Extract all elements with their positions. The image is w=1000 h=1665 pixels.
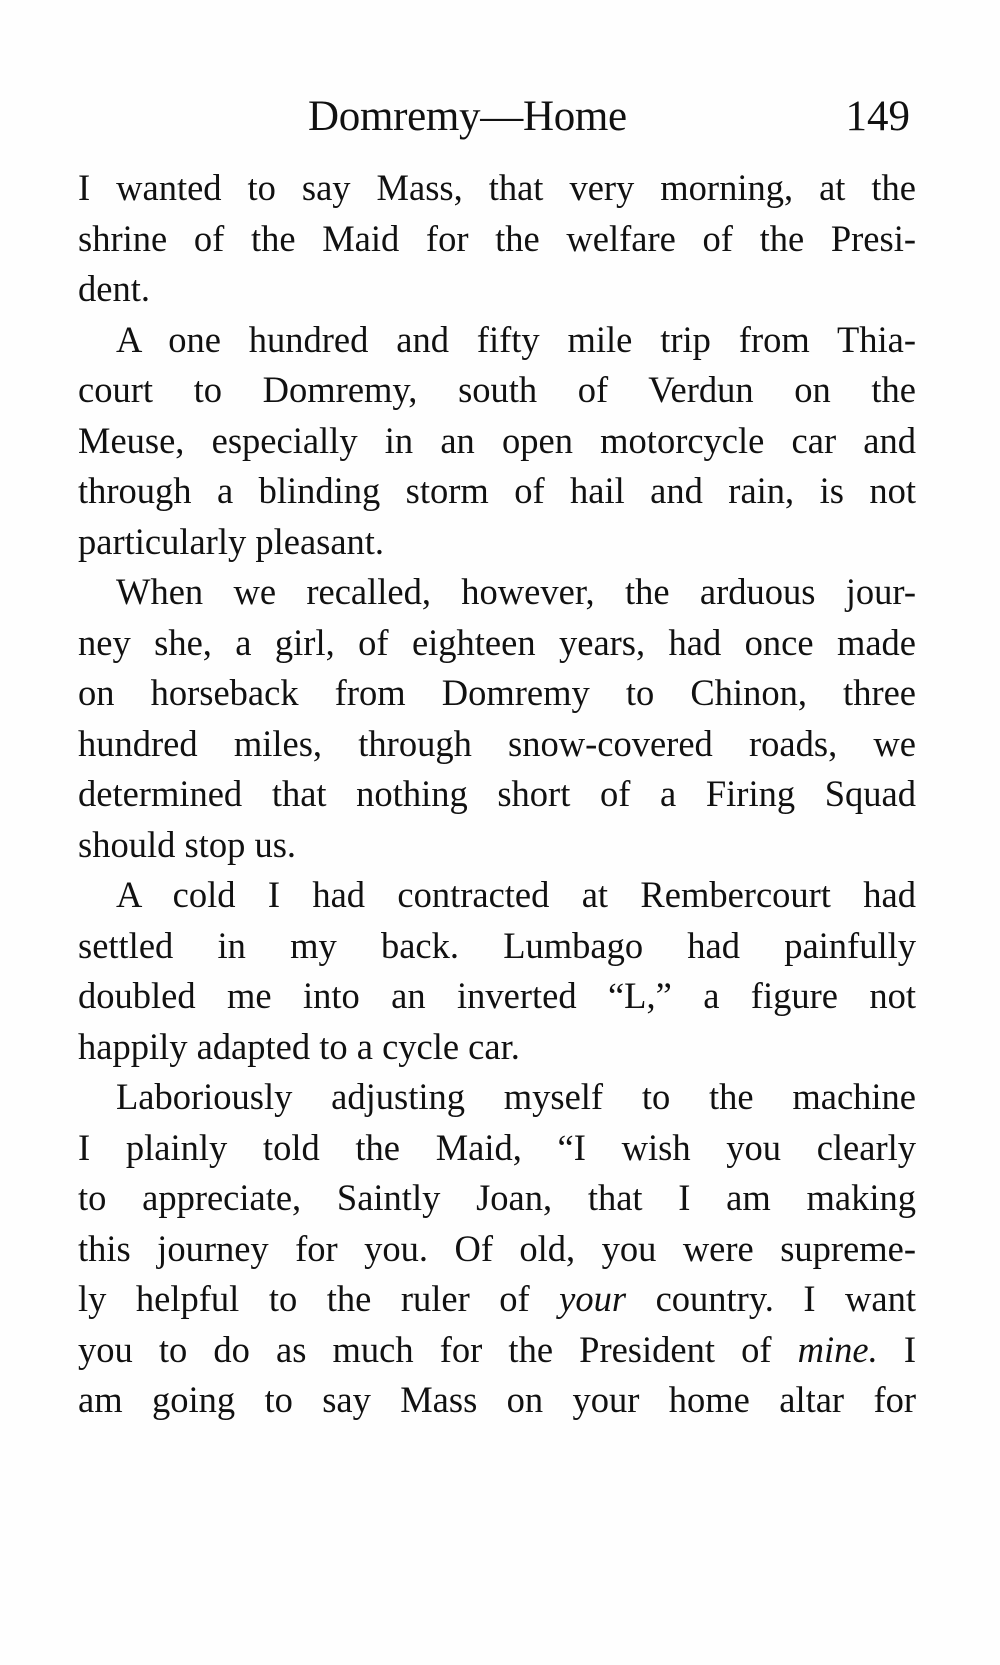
emphasis-mine: mine.: [797, 1328, 878, 1370]
text-line: [78, 1274, 916, 1325]
text-line: to appreciate, Saintly Joan, that I am making: [78, 1177, 916, 1218]
text-segment: I: [877, 1328, 916, 1370]
emphasis-your: your: [559, 1278, 627, 1319]
text-line: [78, 1325, 916, 1376]
body-text: [78, 163, 916, 1426]
text-line: Laboriously adjusting myself to the machine: [116, 1076, 916, 1117]
text-line: particularly pleasant.: [78, 520, 385, 562]
text-segment: ly helpful to the ruler of: [78, 1278, 560, 1319]
running-title: Domremy—Home: [308, 93, 627, 140]
text-line: A one hundred and fifty mile trip from Thia-: [116, 318, 916, 360]
text-line: determined that nothing short of a Firing Squad: [78, 773, 916, 814]
text-line: A cold I had contracted at Rembercourt had: [116, 874, 916, 915]
text-line: I plainly told the Maid, “I wish you clearly: [78, 1126, 916, 1168]
text-line: ney she, a girl, of eighteen years, had once made: [78, 621, 916, 663]
text-line: I wanted to say Mass, that very morning, at the: [78, 167, 916, 208]
text-line: on horseback from Domremy to Chinon, three: [78, 672, 916, 713]
text-line: court to Domremy, south of Verdun on the: [78, 369, 916, 410]
text-line: happily adapted to a cycle car.: [78, 1025, 520, 1067]
text-segment: country. I want: [626, 1278, 916, 1319]
text-line: dent.: [78, 268, 150, 309]
text-line: shrine of the Maid for the welfare of the Presi-: [78, 217, 916, 259]
text-line: When we recalled, however, the arduous jour-: [116, 571, 916, 612]
text-line: settled in my back. Lumbago had painfully: [78, 924, 916, 966]
text-line: through a blinding storm of hail and rain, is not: [78, 470, 916, 511]
text-line: Meuse, especially in an open motorcycle car and: [78, 419, 916, 461]
text-segment: you to do as much for the President of: [78, 1328, 798, 1370]
text-line: doubled me into an inverted “L,” a figure not: [78, 975, 916, 1016]
page-number: 149: [845, 93, 910, 140]
text-line: should stop us.: [78, 823, 297, 865]
text-line: hundred miles, through snow-covered roads, we: [78, 722, 916, 764]
running-head: [78, 92, 916, 152]
text-line: this journey for you. Of old, you were supreme-: [78, 1227, 916, 1269]
text-line: am going to say Mass on your home altar for: [78, 1379, 916, 1420]
